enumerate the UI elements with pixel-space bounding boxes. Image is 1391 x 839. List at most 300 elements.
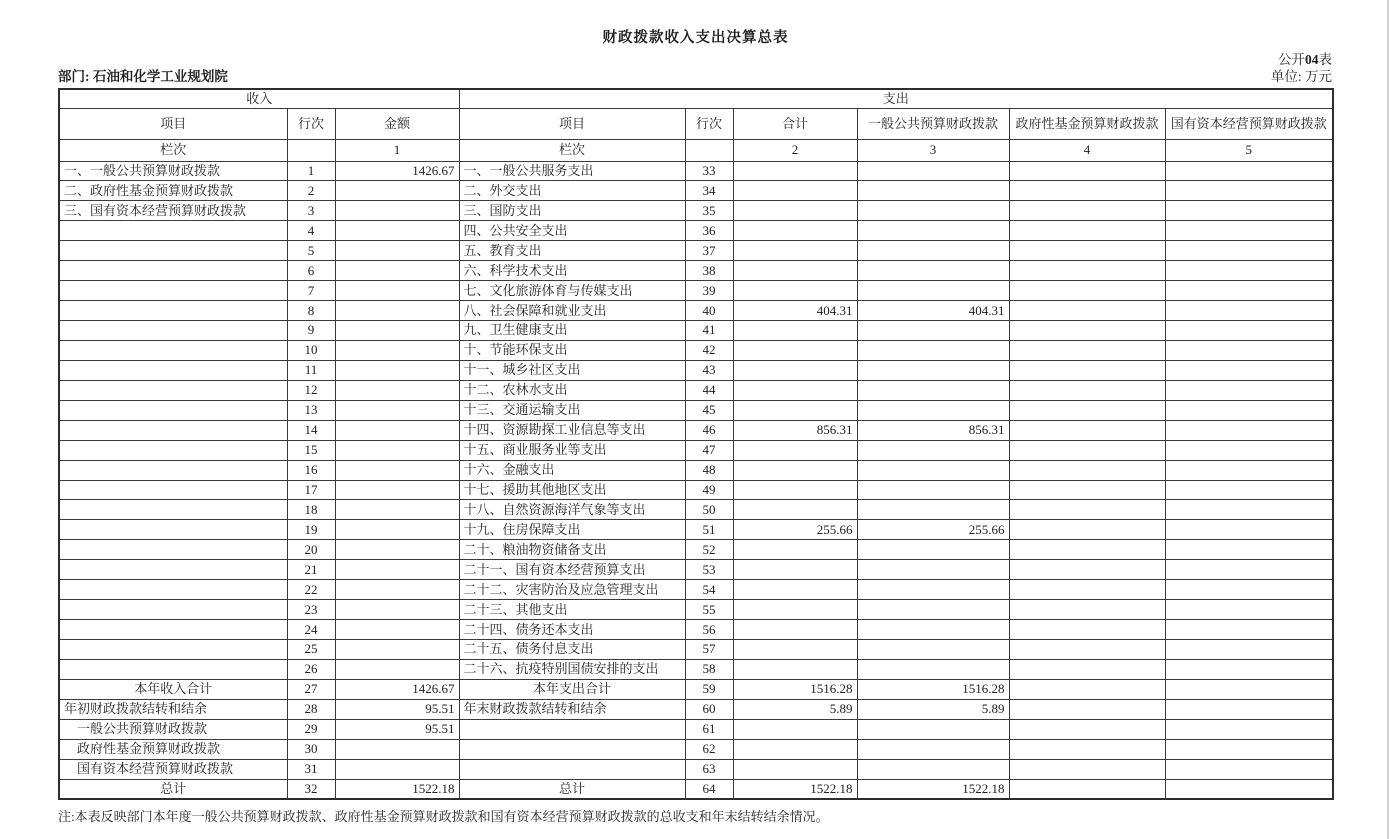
expense-section-header: 支出 [459, 89, 1333, 108]
income-amount-cell: 95.51 [335, 699, 459, 719]
table-row [59, 261, 1333, 281]
table-row [59, 480, 1333, 500]
expense-line-cell: 40 [685, 301, 733, 321]
income-item-cell [59, 241, 287, 261]
expense-line-cell: 53 [685, 560, 733, 580]
expense-general-cell [857, 620, 1009, 640]
table-row [59, 560, 1333, 580]
department-name: 石油和化学工业规划院 [92, 69, 228, 84]
expense-item-cell: 五、教育支出 [459, 241, 685, 261]
income-item-cell [59, 480, 287, 500]
expense-item-cell: 二十一、国有资本经营预算支出 [459, 560, 685, 580]
unit-line [1271, 69, 1332, 85]
income-item-cell [59, 520, 287, 540]
expense-total-cell [733, 400, 857, 420]
column-num-3: 3 [857, 139, 1009, 161]
expense-line-header: 行次 [685, 108, 733, 139]
expense-line-cell: 52 [685, 540, 733, 560]
expense-capital-cell [1165, 739, 1333, 759]
income-item-cell [59, 360, 287, 380]
income-line-cell: 28 [287, 699, 335, 719]
state-capital-budget-header: 国有资本经营预算财政拨款 [1165, 108, 1333, 139]
expense-fund-cell [1009, 241, 1165, 261]
expense-total-cell [733, 161, 857, 181]
expense-capital-cell [1165, 699, 1333, 719]
table-row [59, 400, 1333, 420]
expense-general-cell [857, 201, 1009, 221]
expense-capital-cell [1165, 420, 1333, 440]
income-amount-cell [335, 600, 459, 620]
income-amount-cell [335, 440, 459, 460]
expense-general-cell [857, 659, 1009, 679]
expense-total-cell [733, 201, 857, 221]
expense-general-cell [857, 480, 1009, 500]
income-amount-cell [335, 659, 459, 679]
expense-item-cell: 二十六、抗疫特别国债安排的支出 [459, 659, 685, 679]
income-item-cell: 一、一般公共预算财政拨款 [59, 161, 287, 181]
table-row [59, 181, 1333, 201]
income-amount-cell [335, 301, 459, 321]
expense-fund-cell [1009, 440, 1165, 460]
expense-capital-cell [1165, 181, 1333, 201]
expense-line-cell: 42 [685, 340, 733, 360]
income-amount-cell [335, 460, 459, 480]
expense-total-cell: 856.31 [733, 420, 857, 440]
expense-fund-cell [1009, 460, 1165, 480]
expense-total-cell [733, 500, 857, 520]
income-line-cell: 7 [287, 281, 335, 301]
income-item-cell [59, 420, 287, 440]
income-item-cell: 年初财政拨款结转和结余 [59, 699, 287, 719]
expense-line-cell: 55 [685, 600, 733, 620]
expense-total-cell [733, 600, 857, 620]
expense-general-cell: 1522.18 [857, 779, 1009, 799]
income-amount-cell [335, 241, 459, 261]
expense-item-cell: 十三、交通运输支出 [459, 400, 685, 420]
expense-item-cell: 九、卫生健康支出 [459, 321, 685, 341]
income-line-cell: 23 [287, 600, 335, 620]
income-item-cell [59, 321, 287, 341]
expense-item-cell: 三、国防支出 [459, 201, 685, 221]
expense-fund-cell [1009, 201, 1165, 221]
income-item-cell: 总计 [59, 779, 287, 799]
expense-fund-cell [1009, 679, 1165, 699]
expense-fund-cell [1009, 560, 1165, 580]
expense-item-cell: 十八、自然资源海洋气象等支出 [459, 500, 685, 520]
expense-capital-cell [1165, 460, 1333, 480]
income-line-cell: 14 [287, 420, 335, 440]
income-amount-cell [335, 739, 459, 759]
table-row [59, 640, 1333, 660]
expense-general-cell [857, 360, 1009, 380]
income-item-cell: 二、政府性基金预算财政拨款 [59, 181, 287, 201]
expense-total-cell [733, 261, 857, 281]
income-line-cell: 25 [287, 640, 335, 660]
income-item-cell [59, 261, 287, 281]
expense-general-cell [857, 321, 1009, 341]
expense-general-cell [857, 739, 1009, 759]
expense-fund-cell [1009, 221, 1165, 241]
expense-item-cell: 本年支出合计 [459, 679, 685, 699]
column-num-1: 1 [335, 139, 459, 161]
expense-fund-cell [1009, 480, 1165, 500]
expense-fund-cell [1009, 580, 1165, 600]
income-amount-cell [335, 640, 459, 660]
expense-line-cell: 56 [685, 620, 733, 640]
expense-line-cell: 58 [685, 659, 733, 679]
expense-general-cell [857, 440, 1009, 460]
expense-general-cell [857, 340, 1009, 360]
income-line-cell: 20 [287, 540, 335, 560]
income-line-cell: 27 [287, 679, 335, 699]
column-num-2: 2 [733, 139, 857, 161]
expense-item-cell: 六、科学技术支出 [459, 261, 685, 281]
expense-capital-cell [1165, 161, 1333, 181]
expense-capital-cell [1165, 659, 1333, 679]
expense-total-header: 合计 [733, 108, 857, 139]
expense-total-cell [733, 640, 857, 660]
income-item-cell [59, 221, 287, 241]
expense-line-cell: 61 [685, 719, 733, 739]
table-row [59, 281, 1333, 301]
income-line-cell: 17 [287, 480, 335, 500]
meta-line [58, 69, 1332, 85]
expense-general-cell [857, 500, 1009, 520]
expense-capital-cell [1165, 201, 1333, 221]
income-line-cell: 12 [287, 380, 335, 400]
income-line-blank-cell [287, 139, 335, 161]
expense-item-cell: 二十三、其他支出 [459, 600, 685, 620]
income-item-cell [59, 340, 287, 360]
income-line-cell: 24 [287, 620, 335, 640]
table-row [59, 759, 1333, 779]
table-code-suffix: 表 [1318, 52, 1332, 67]
expense-capital-cell [1165, 440, 1333, 460]
income-line-cell: 32 [287, 779, 335, 799]
expense-fund-cell [1009, 321, 1165, 341]
expense-fund-cell [1009, 301, 1165, 321]
expense-total-cell [733, 659, 857, 679]
expense-line-cell: 62 [685, 739, 733, 759]
expense-line-cell: 41 [685, 321, 733, 341]
expense-item-cell: 二十五、债务付息支出 [459, 640, 685, 660]
expense-line-cell: 49 [685, 480, 733, 500]
income-section-header: 收入 [59, 89, 459, 108]
income-line-cell: 1 [287, 161, 335, 181]
expense-line-blank-cell [685, 139, 733, 161]
table-row [59, 321, 1333, 341]
expense-item-cell: 总计 [459, 779, 685, 799]
table-row [59, 719, 1333, 739]
expense-item-cell: 二十二、灾害防治及应急管理支出 [459, 580, 685, 600]
expense-capital-cell [1165, 360, 1333, 380]
summary-table [58, 88, 1334, 800]
expense-total-cell: 1516.28 [733, 679, 857, 699]
table-row [59, 600, 1333, 620]
expense-fund-cell [1009, 360, 1165, 380]
expense-fund-cell [1009, 380, 1165, 400]
expense-item-cell: 十五、商业服务业等支出 [459, 440, 685, 460]
expense-item-cell: 十六、金融支出 [459, 460, 685, 480]
table-note: 注:本表反映部门本年度一般公共预算财政拨款、政府性基金预算财政拨款和国有资本经营预算财政拨款的总收支和年末结转结余情况。 [58, 809, 829, 824]
expense-capital-cell [1165, 281, 1333, 301]
expense-item-cell: 二十四、债务还本支出 [459, 620, 685, 640]
expense-total-cell [733, 759, 857, 779]
expense-fund-cell [1009, 699, 1165, 719]
income-amount-cell [335, 360, 459, 380]
income-line-cell: 19 [287, 520, 335, 540]
expense-item-cell: 一、一般公共服务支出 [459, 161, 685, 181]
expense-item-cell: 十二、农林水支出 [459, 380, 685, 400]
income-item-cell [59, 440, 287, 460]
expense-capital-cell [1165, 500, 1333, 520]
expense-capital-cell [1165, 620, 1333, 640]
department-label: 部门: [58, 69, 90, 84]
expense-item-cell: 十一、城乡社区支出 [459, 360, 685, 380]
expense-general-cell: 5.89 [857, 699, 1009, 719]
expense-fund-cell [1009, 420, 1165, 440]
expense-capital-cell [1165, 241, 1333, 261]
table-row [59, 221, 1333, 241]
expense-general-cell [857, 560, 1009, 580]
income-column-row-label: 栏次 [59, 139, 287, 161]
income-line-cell: 13 [287, 400, 335, 420]
income-item-cell [59, 580, 287, 600]
expense-capital-cell [1165, 719, 1333, 739]
expense-fund-cell [1009, 719, 1165, 739]
expense-item-cell [459, 759, 685, 779]
income-item-cell [59, 640, 287, 660]
expense-general-cell [857, 540, 1009, 560]
expense-capital-cell [1165, 400, 1333, 420]
income-amount-cell [335, 221, 459, 241]
expense-capital-cell [1165, 261, 1333, 281]
income-amount-cell: 1426.67 [335, 161, 459, 181]
income-line-cell: 15 [287, 440, 335, 460]
expense-general-cell [857, 759, 1009, 779]
income-line-cell: 26 [287, 659, 335, 679]
income-amount-cell [335, 540, 459, 560]
expense-general-cell [857, 261, 1009, 281]
expense-general-cell [857, 719, 1009, 739]
income-amount-cell [335, 580, 459, 600]
income-item-cell [59, 600, 287, 620]
expense-total-cell [733, 360, 857, 380]
expense-line-cell: 33 [685, 161, 733, 181]
income-line-cell: 8 [287, 301, 335, 321]
income-line-cell: 31 [287, 759, 335, 779]
income-amount-cell [335, 420, 459, 440]
expense-total-cell [733, 440, 857, 460]
expense-general-cell [857, 580, 1009, 600]
expense-fund-cell [1009, 161, 1165, 181]
page-title: 财政拨款收入支出决算总表 [602, 30, 789, 46]
expense-item-cell: 十四、资源勘探工业信息等支出 [459, 420, 685, 440]
income-amount-cell [335, 261, 459, 281]
expense-total-cell: 5.89 [733, 699, 857, 719]
expense-total-cell [733, 739, 857, 759]
income-line-cell: 10 [287, 340, 335, 360]
table-row [59, 679, 1333, 699]
table-code-number: 04 [1305, 52, 1319, 67]
expense-general-cell [857, 281, 1009, 301]
income-item-cell [59, 301, 287, 321]
table-row [59, 739, 1333, 759]
expense-line-cell: 34 [685, 181, 733, 201]
income-amount-cell [335, 400, 459, 420]
table-row [59, 500, 1333, 520]
income-line-cell: 11 [287, 360, 335, 380]
expense-item-cell: 十、节能环保支出 [459, 340, 685, 360]
income-item-cell [59, 460, 287, 480]
expense-capital-cell [1165, 221, 1333, 241]
expense-total-cell [733, 460, 857, 480]
income-amount-cell [335, 520, 459, 540]
income-amount-cell: 1522.18 [335, 779, 459, 799]
expense-fund-cell [1009, 520, 1165, 540]
expense-general-cell: 1516.28 [857, 679, 1009, 699]
expense-capital-cell [1165, 380, 1333, 400]
income-item-cell [59, 659, 287, 679]
expense-line-cell: 57 [685, 640, 733, 660]
expense-general-cell [857, 640, 1009, 660]
table-code [58, 52, 1332, 67]
expense-fund-cell [1009, 340, 1165, 360]
expense-capital-cell [1165, 640, 1333, 660]
expense-capital-cell [1165, 779, 1333, 799]
expense-column-row-label: 栏次 [459, 139, 685, 161]
table-row [59, 779, 1333, 799]
expense-capital-cell [1165, 340, 1333, 360]
expense-fund-cell [1009, 620, 1165, 640]
expense-total-cell [733, 181, 857, 201]
income-amount-cell [335, 321, 459, 341]
income-line-header: 行次 [287, 108, 335, 139]
expense-item-cell: 四、公共安全支出 [459, 221, 685, 241]
department-line [58, 69, 228, 85]
expense-general-cell [857, 161, 1009, 181]
expense-line-cell: 43 [685, 360, 733, 380]
table-row [59, 620, 1333, 640]
expense-item-cell: 二、外交支出 [459, 181, 685, 201]
table-row [59, 440, 1333, 460]
income-amount-cell [335, 281, 459, 301]
expense-total-cell [733, 321, 857, 341]
income-line-cell: 30 [287, 739, 335, 759]
expense-general-cell: 856.31 [857, 420, 1009, 440]
expense-item-cell: 八、社会保障和就业支出 [459, 301, 685, 321]
expense-fund-cell [1009, 640, 1165, 660]
expense-fund-cell [1009, 500, 1165, 520]
table-body [59, 161, 1333, 799]
expense-capital-cell [1165, 480, 1333, 500]
income-line-cell: 18 [287, 500, 335, 520]
table-row [59, 420, 1333, 440]
income-amount-cell [335, 560, 459, 580]
table-row [59, 460, 1333, 480]
income-amount-cell: 1426.67 [335, 679, 459, 699]
expense-capital-cell [1165, 759, 1333, 779]
expense-item-header: 项目 [459, 108, 685, 139]
expense-line-cell: 36 [685, 221, 733, 241]
expense-general-cell [857, 181, 1009, 201]
expense-line-cell: 44 [685, 380, 733, 400]
expense-total-cell: 1522.18 [733, 779, 857, 799]
table-row [59, 241, 1333, 261]
income-item-cell: 国有资本经营预算财政拨款 [59, 759, 287, 779]
income-line-cell: 6 [287, 261, 335, 281]
expense-line-cell: 45 [685, 400, 733, 420]
expense-line-cell: 48 [685, 460, 733, 480]
expense-fund-cell [1009, 779, 1165, 799]
expense-capital-cell [1165, 580, 1333, 600]
expense-line-cell: 47 [685, 440, 733, 460]
expense-general-cell: 255.66 [857, 520, 1009, 540]
expense-total-cell [733, 380, 857, 400]
income-item-cell [59, 500, 287, 520]
expense-general-cell [857, 600, 1009, 620]
gov-fund-budget-header: 政府性基金预算财政拨款 [1009, 108, 1165, 139]
income-line-cell: 16 [287, 460, 335, 480]
income-item-cell: 三、国有资本经营预算财政拨款 [59, 201, 287, 221]
income-line-cell: 22 [287, 580, 335, 600]
income-line-cell: 2 [287, 181, 335, 201]
expense-total-cell [733, 480, 857, 500]
table-row [59, 659, 1333, 679]
income-item-cell [59, 620, 287, 640]
income-amount-cell [335, 620, 459, 640]
expense-capital-cell [1165, 600, 1333, 620]
expense-capital-cell [1165, 679, 1333, 699]
table-row [59, 161, 1333, 181]
expense-general-cell [857, 241, 1009, 261]
expense-capital-cell [1165, 560, 1333, 580]
table-row [59, 360, 1333, 380]
expense-total-cell [733, 620, 857, 640]
expense-fund-cell [1009, 281, 1165, 301]
expense-line-cell: 37 [685, 241, 733, 261]
income-amount-cell [335, 201, 459, 221]
table-row [59, 699, 1333, 719]
table-row [59, 520, 1333, 540]
income-amount-cell [335, 759, 459, 779]
expense-line-cell: 50 [685, 500, 733, 520]
expense-item-cell [459, 719, 685, 739]
table-row [59, 340, 1333, 360]
expense-line-cell: 54 [685, 580, 733, 600]
expense-line-cell: 35 [685, 201, 733, 221]
expense-total-cell [733, 719, 857, 739]
expense-line-cell: 60 [685, 699, 733, 719]
expense-general-cell [857, 460, 1009, 480]
expense-total-cell [733, 540, 857, 560]
table-row [59, 380, 1333, 400]
column-num-5: 5 [1165, 139, 1333, 161]
income-amount-cell [335, 380, 459, 400]
expense-line-cell: 46 [685, 420, 733, 440]
expense-capital-cell [1165, 540, 1333, 560]
expense-total-cell [733, 241, 857, 261]
expense-fund-cell [1009, 600, 1165, 620]
expense-fund-cell [1009, 181, 1165, 201]
expense-item-cell [459, 739, 685, 759]
expense-total-cell [733, 580, 857, 600]
income-line-cell: 21 [287, 560, 335, 580]
table-row [59, 540, 1333, 560]
income-item-cell: 本年收入合计 [59, 679, 287, 699]
expense-general-cell [857, 221, 1009, 241]
expense-total-cell [733, 221, 857, 241]
